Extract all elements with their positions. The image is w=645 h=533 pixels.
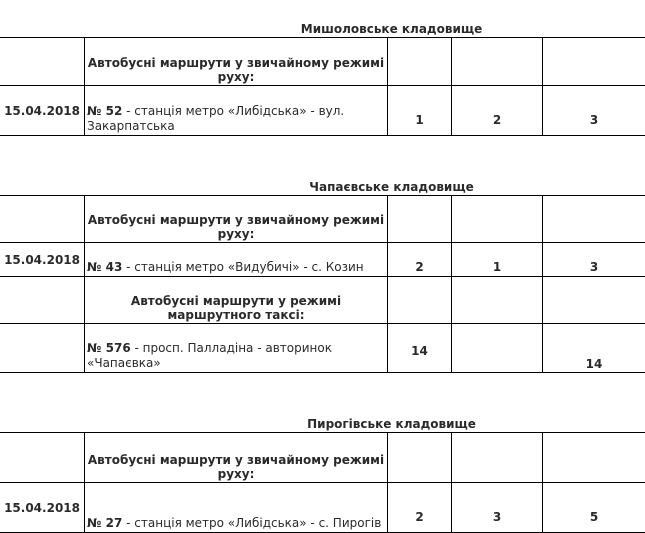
route-description: - станція метро «Видубичі» - с. Козин <box>122 260 363 274</box>
section-title: Мишоловське кладовище <box>0 0 645 38</box>
value-1: 14 <box>388 324 452 373</box>
block-header: Автобусні маршрути у режимі маршрутного таксі: <box>85 277 388 324</box>
route-description: - станція метро «Либідська» - с. Пирогів <box>122 516 381 530</box>
value-2: 3 <box>452 483 543 533</box>
value-2 <box>452 324 543 373</box>
route-description: - станція метро «Либідська» - вул. Закарпатська <box>87 104 344 133</box>
value-3: 5 <box>543 483 645 533</box>
date-cell: 15.04.2018 <box>0 243 85 277</box>
block-header: Автобусні маршрути у звичайному режимі руху: <box>85 196 388 243</box>
table-row <box>0 483 645 533</box>
route-cell <box>85 243 388 277</box>
route-cell <box>85 483 388 533</box>
date-cell: 15.04.2018 <box>0 86 85 136</box>
block-header: Автобусні маршрути у звичайному режимі руху: <box>85 433 388 483</box>
value-2: 2 <box>452 86 543 136</box>
value-3: 3 <box>543 243 645 277</box>
route-number: № 52 <box>87 104 122 118</box>
date-cell: 15.04.2018 <box>0 483 85 533</box>
route-cell <box>85 86 388 136</box>
route-cell <box>85 324 388 373</box>
route-number: № 43 <box>87 260 122 274</box>
block-header: Автобусні маршрути у звичайному режимі руху: <box>85 38 388 86</box>
table-row <box>0 243 645 277</box>
section-title: Пирогівське кладовище <box>0 373 645 433</box>
route-number: № 576 <box>87 341 131 355</box>
value-2: 1 <box>452 243 543 277</box>
table-row <box>0 86 645 136</box>
route-number: № 27 <box>87 516 122 530</box>
value-1: 2 <box>388 243 452 277</box>
date-cell <box>0 324 85 373</box>
value-1: 1 <box>388 86 452 136</box>
section-title: Чапаєвське кладовище <box>0 136 645 196</box>
value-1: 2 <box>388 483 452 533</box>
table-row <box>0 324 645 373</box>
value-3: 3 <box>543 86 645 136</box>
value-3: 14 <box>543 324 645 373</box>
route-description: - просп. Палладіна - авторинок «Чапаєвка» <box>87 341 332 370</box>
